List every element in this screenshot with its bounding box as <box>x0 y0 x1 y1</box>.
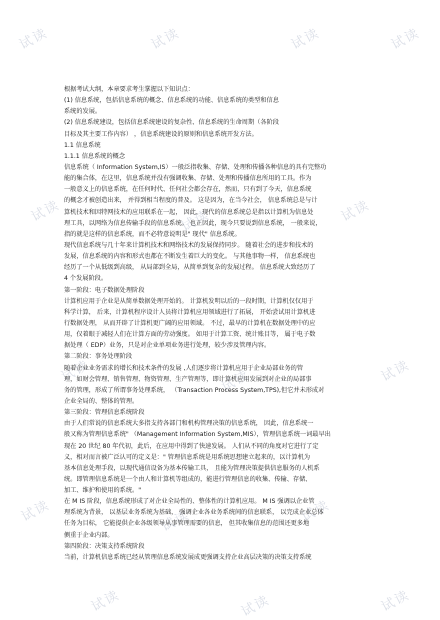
text-line: 第二阶段：事务处理阶段 <box>64 353 133 361</box>
text-line: 随着企业业务需求的增长和技术条件的发展 ,人们逐步将计算机应用于企业局部业务的管 <box>64 364 304 372</box>
watermark-text: 试读 <box>289 25 323 53</box>
text-line: 算机技术和因特网技术的应用联系在一起， 因此，现代的信息系统总是指以计算机为信息处 <box>64 208 314 216</box>
text-line: 行数据处理， 从而开辟了计算机更广阔的应用领域。 不过，最早的计算机在数据处理中的应 <box>64 319 316 327</box>
text-line: 根据考试大纲，本章要求考生掌握以下知识点： <box>64 86 194 93</box>
text-line: 般又称为管理信息系统" （Management Information System,MIS），管理信息系统一词最早出 <box>64 431 331 439</box>
watermark-text: 试读 <box>149 25 183 53</box>
text-line: 据处理（ EDP）业务，只是对企业单项业务进行处理，较少涉及管理内容。 <box>64 342 271 350</box>
text-line: 由于人们常说的信息系统大多指支持各部门和机构管理决策的信息系统， 因此，信息系统一 <box>64 420 314 428</box>
text-line: 加工、维护和使用的系统。" <box>64 487 142 495</box>
text-line: 用，仅着眼于减轻人们在计算方面的劳动强度。 如用于计算工资、统计账目等， 属于电子数 <box>64 331 316 339</box>
text-line: 第四阶段：决策支持系统阶段 <box>64 542 145 550</box>
text-line: 统。即管理信息系统是一个由人和计算机等组成的，能进行管理信息的收集、传输、存储、 <box>64 475 312 483</box>
text-line: 企业全局的、整体的管理。 <box>64 397 139 405</box>
watermark-text: 试读 <box>299 497 333 525</box>
text-line: 能的集合体，在这里，信息系统并没有强调收集、存储、处理和传播信息所用的工具。作为 <box>64 175 312 183</box>
text-line: 指的就是这样的信息系统，而不必特意说明是" 现代" 信息系统。 <box>64 230 241 238</box>
watermark-text: 试读 <box>159 507 193 535</box>
text-line: 第一阶段：电子数据处理阶段 <box>64 286 145 294</box>
watermark-text: 试读 <box>239 592 273 620</box>
text-line: 发展，信息系统的内容和形式也都在不断发生着巨大的变化。 与其他事物一样， 信息系统也 <box>64 253 316 261</box>
text-line: 现在 20 世纪 80 年代初，此后，在应用中得到了快速发展。 人们从不同的角度对它进行了定 <box>64 442 319 450</box>
watermark-text: 试读 <box>89 587 123 615</box>
watermark-text: 试读 <box>19 497 53 525</box>
text-line: 务的管理，形成了所谓事务处理系统， （Transaction Process System,TPS),但它并未形成对 <box>64 386 325 394</box>
text-line: 当前，计算机信息系统已经从管理信息系统发展成更强调支持企业高层决策的决策支持系统 <box>64 553 312 561</box>
watermark-text: 试读 <box>219 367 253 395</box>
watermark-text: 试读 <box>379 587 413 615</box>
text-line: 1.1 信息系统 <box>64 141 101 149</box>
text-line: 现代信息系统与几十年来计算机技术和网络技术的发展保持同步。 随着社会的进步和技术的 <box>64 241 314 249</box>
text-line: 的概念才被创造出来， 并得到相当程度的普及。 这是因为，在当今社会， 信息系统总是与计 <box>64 197 318 205</box>
text-line: 侧重于企业内部。 <box>64 531 114 539</box>
watermark-text: 试读 <box>389 25 423 53</box>
text-line: 一般意义上的信息系统，在任何时代、任何社会都会存在，然而，只有到了今天，信息系统 <box>64 186 312 194</box>
text-line: 任务为目标， 它能提供企业各级领导从事管理需要的信息， 但其收集信息的范围还更多地 <box>64 520 310 528</box>
watermark-text: 试读 <box>179 207 213 235</box>
text-line: (1) 信息系统，包括信息系统的概念、信息系统的功能、信息系统的类型和信息 <box>64 97 279 105</box>
watermark-text: 试读 <box>17 25 51 53</box>
watermark-text: 试读 <box>379 357 413 385</box>
text-line: 系统的发展。 <box>64 108 102 116</box>
text-line: 信息系统（ Information System,IS）一般泛指收集、存储、处理和传播各种信息的具有完整功 <box>64 163 327 171</box>
text-line: 理，如财会管理、销售管理、物资管理、生产管理等，即计算机应用发展到对企业的局部事 <box>64 375 312 383</box>
text-line: 目标及其主要工作内容） ，信息系统建设的原则和信息系统开发方法。 <box>64 130 258 138</box>
text-line: 经历了一个从低级到高级， 从局部到全局，从简单到复杂的发展过程。 信息系统大致经历了 <box>64 264 316 272</box>
text-line: (2) 信息系统建设，包括信息系统建设的复杂性、信息系统的生命周期（各阶段 <box>64 119 279 127</box>
text-line: 4 个发展阶段。 <box>64 275 108 283</box>
text-line: 基本信息处理手段，以现代通信设备为基本传输工具， 且能为管理决策提供信息服务的人机系 <box>64 464 320 472</box>
text-line: 理工具，以网络为信息传输手段的信息系统。 也正因此，现今只要说到信息系统， 一般来说， <box>64 219 322 227</box>
text-line: 计算机应用于企业是从简单数据处理开始的。 计算机发明以后的一段时期，计算机仅仅用于 <box>64 297 314 305</box>
watermark-text: 试读 <box>29 197 63 225</box>
text-line: 第三阶段：管理信息系统阶段 <box>64 409 145 417</box>
text-line: 理系统为背景， 以基层业务系统为基础， 强调企业各业务系统间的信息联系， 以完成企业总体 <box>64 509 324 517</box>
text-line: 科学计算， 后来，计算机程序设计人员将计算机应用领域进行了拓展， 开始尝试用计算机进 <box>64 308 316 316</box>
watermark-text: 试读 <box>59 357 93 385</box>
watermark-text: 试读 <box>339 197 373 225</box>
text-line: 1.1.1 信息系统的概念 <box>64 152 126 160</box>
text-line: 在 M IS 阶段，信息系统形成了对企业全局性的、整体性的计算机应用。 M IS 强调以企业管 <box>64 498 315 506</box>
document-page <box>64 84 394 563</box>
text-line: 义，相对而言被广泛认可的定义是：" 管理信息系统是用系统思想建立起来的，以计算机为 <box>64 453 311 461</box>
